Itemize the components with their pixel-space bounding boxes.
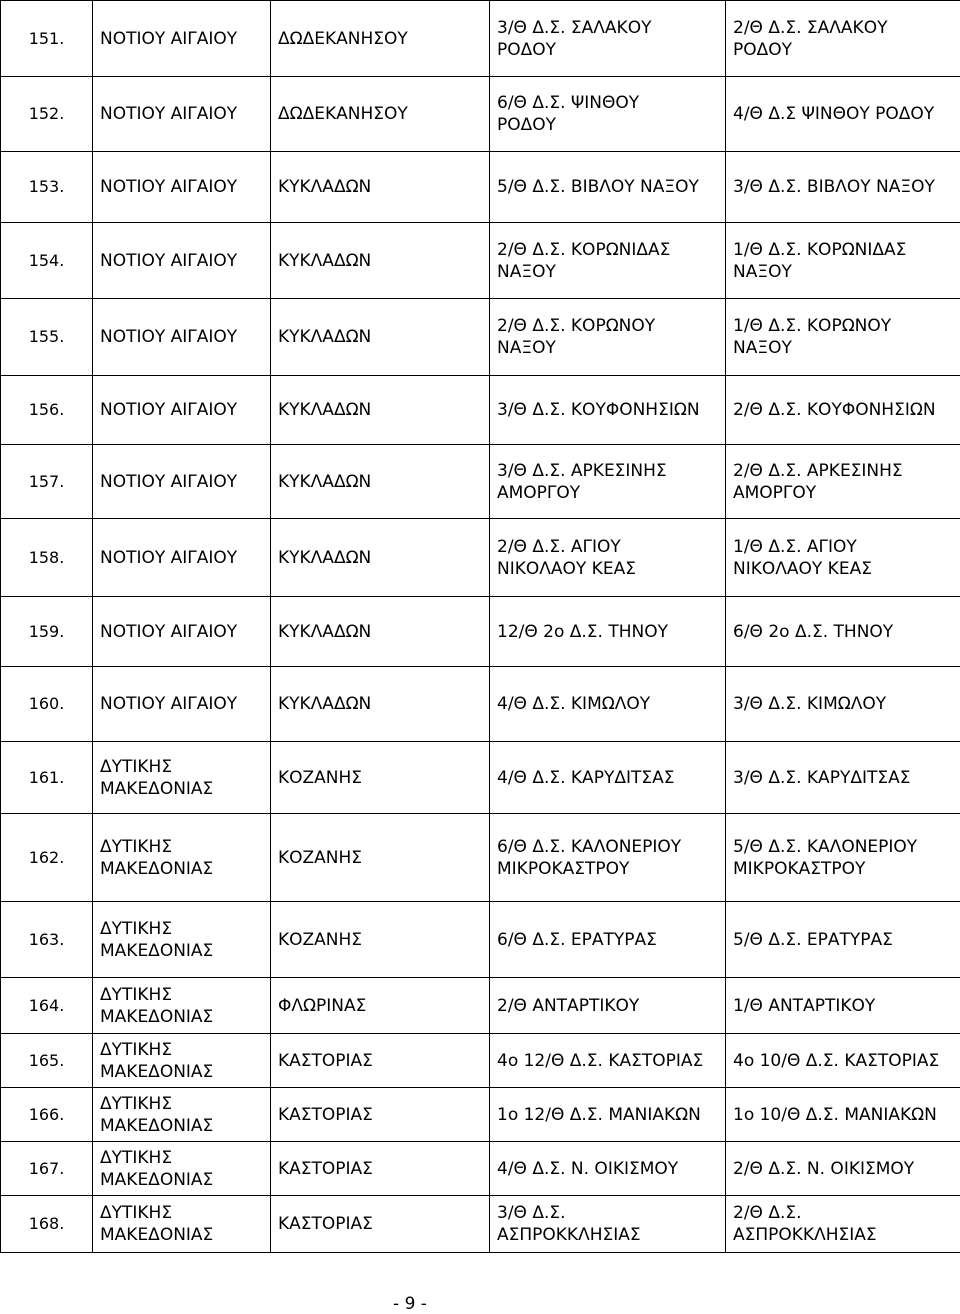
row-number: 152. <box>1 77 93 152</box>
region-cell: ΔΥΤΙΚΗΣ ΜΑΚΕΔΟΝΙΑΣ <box>93 1142 271 1196</box>
row-number: 158. <box>1 519 93 597</box>
school-to-cell: 3/Θ Δ.Σ. ΚΙΜΩΛΟΥ <box>726 667 960 742</box>
table-row <box>1 376 960 445</box>
table-row <box>1 1196 960 1253</box>
school-from-cell: 2/Θ Δ.Σ. ΑΓΙΟΥ ΝΙΚΟΛΑΟΥ ΚΕΑΣ <box>490 519 726 597</box>
school-to-cell: 5/Θ Δ.Σ. ΚΑΛΟΝΕΡΙΟΥ ΜΙΚΡΟΚΑΣΤΡΟΥ <box>726 814 960 902</box>
region-cell: ΝΟΤΙΟΥ ΑΙΓΑΙΟΥ <box>93 667 271 742</box>
prefecture-cell: ΚΥΚΛΑΔΩΝ <box>271 223 490 299</box>
school-to-cell: 1/Θ Δ.Σ. ΚΟΡΩΝΙΔΑΣ ΝΑΞΟΥ <box>726 223 960 299</box>
school-to-cell: 2/Θ Δ.Σ. ΑΡΚΕΣΙΝΗΣ ΑΜΟΡΓΟΥ <box>726 445 960 519</box>
row-number: 167. <box>1 1142 93 1196</box>
table-row <box>1 1088 960 1142</box>
table-row <box>1 597 960 667</box>
prefecture-cell: ΚΑΣΤΟΡΙΑΣ <box>271 1088 490 1142</box>
school-from-cell: 4/Θ Δ.Σ. ΚΑΡΥΔΙΤΣΑΣ <box>490 742 726 814</box>
prefecture-cell: ΚΥΚΛΑΔΩΝ <box>271 152 490 223</box>
table-row <box>1 152 960 223</box>
row-number: 151. <box>1 1 93 77</box>
prefecture-cell: ΔΩΔΕΚΑΝΗΣΟΥ <box>271 77 490 152</box>
prefecture-cell: ΚΑΣΤΟΡΙΑΣ <box>271 1196 490 1253</box>
row-number: 164. <box>1 978 93 1034</box>
school-from-cell: 2/Θ Δ.Σ. ΚΟΡΩΝΟΥ ΝΑΞΟΥ <box>490 299 726 376</box>
row-number: 155. <box>1 299 93 376</box>
row-number: 166. <box>1 1088 93 1142</box>
row-number: 168. <box>1 1196 93 1253</box>
prefecture-cell: ΚΥΚΛΑΔΩΝ <box>271 376 490 445</box>
school-to-cell: 2/Θ Δ.Σ. ΣΑΛΑΚΟΥ ΡΟΔΟΥ <box>726 1 960 77</box>
row-number: 161. <box>1 742 93 814</box>
row-number: 156. <box>1 376 93 445</box>
school-from-cell: 3/Θ Δ.Σ. ΣΑΛΑΚΟΥ ΡΟΔΟΥ <box>490 1 726 77</box>
prefecture-cell: ΚΥΚΛΑΔΩΝ <box>271 445 490 519</box>
region-cell: ΝΟΤΙΟΥ ΑΙΓΑΙΟΥ <box>93 1 271 77</box>
region-cell: ΝΟΤΙΟΥ ΑΙΓΑΙΟΥ <box>93 519 271 597</box>
table-row <box>1 1 960 77</box>
school-to-cell: 4ο 10/Θ Δ.Σ. ΚΑΣΤΟΡΙΑΣ <box>726 1034 960 1088</box>
school-from-cell: 2/Θ Δ.Σ. ΚΟΡΩΝΙΔΑΣ ΝΑΞΟΥ <box>490 223 726 299</box>
school-from-cell: 4ο 12/Θ Δ.Σ. ΚΑΣΤΟΡΙΑΣ <box>490 1034 726 1088</box>
table-row <box>1 902 960 978</box>
row-number: 160. <box>1 667 93 742</box>
school-to-cell: 1/Θ Δ.Σ. ΚΟΡΩΝΟΥ ΝΑΞΟΥ <box>726 299 960 376</box>
table-row <box>1 814 960 902</box>
school-from-cell: 12/Θ 2ο Δ.Σ. ΤΗΝΟΥ <box>490 597 726 667</box>
region-cell: ΔΥΤΙΚΗΣ ΜΑΚΕΔΟΝΙΑΣ <box>93 978 271 1034</box>
row-number: 159. <box>1 597 93 667</box>
table-row <box>1 77 960 152</box>
table-row <box>1 742 960 814</box>
region-cell: ΝΟΤΙΟΥ ΑΙΓΑΙΟΥ <box>93 299 271 376</box>
school-to-cell: 3/Θ Δ.Σ. ΚΑΡΥΔΙΤΣΑΣ <box>726 742 960 814</box>
prefecture-cell: ΚΟΖΑΝΗΣ <box>271 814 490 902</box>
region-cell: ΝΟΤΙΟΥ ΑΙΓΑΙΟΥ <box>93 376 271 445</box>
region-cell: ΝΟΤΙΟΥ ΑΙΓΑΙΟΥ <box>93 77 271 152</box>
region-cell: ΝΟΤΙΟΥ ΑΙΓΑΙΟΥ <box>93 445 271 519</box>
table-row <box>1 1034 960 1088</box>
region-cell: ΔΥΤΙΚΗΣ ΜΑΚΕΔΟΝΙΑΣ <box>93 742 271 814</box>
school-to-cell: 4/Θ Δ.Σ ΨΙΝΘΟΥ ΡΟΔΟΥ <box>726 77 960 152</box>
school-to-cell: 2/Θ Δ.Σ. ΚΟΥΦΟΝΗΣΙΩΝ <box>726 376 960 445</box>
region-cell: ΔΥΤΙΚΗΣ ΜΑΚΕΔΟΝΙΑΣ <box>93 1088 271 1142</box>
school-to-cell: 3/Θ Δ.Σ. ΒΙΒΛΟΥ ΝΑΞΟΥ <box>726 152 960 223</box>
row-number: 165. <box>1 1034 93 1088</box>
school-to-cell: 1/Θ ΑΝΤΑΡΤΙΚΟΥ <box>726 978 960 1034</box>
school-to-cell: 5/Θ Δ.Σ. ΕΡΑΤΥΡΑΣ <box>726 902 960 978</box>
row-number: 153. <box>1 152 93 223</box>
prefecture-cell: ΚΥΚΛΑΔΩΝ <box>271 597 490 667</box>
school-from-cell: 6/Θ Δ.Σ. ΚΑΛΟΝΕΡΙΟΥ ΜΙΚΡΟΚΑΣΤΡΟΥ <box>490 814 726 902</box>
prefecture-cell: ΚΑΣΤΟΡΙΑΣ <box>271 1142 490 1196</box>
prefecture-cell: ΚΥΚΛΑΔΩΝ <box>271 519 490 597</box>
school-to-cell: 6/Θ 2ο Δ.Σ. ΤΗΝΟΥ <box>726 597 960 667</box>
table-row <box>1 978 960 1034</box>
region-cell: ΔΥΤΙΚΗΣ ΜΑΚΕΔΟΝΙΑΣ <box>93 1034 271 1088</box>
region-cell: ΔΥΤΙΚΗΣ ΜΑΚΕΔΟΝΙΑΣ <box>93 902 271 978</box>
school-from-cell: 5/Θ Δ.Σ. ΒΙΒΛΟΥ ΝΑΞΟΥ <box>490 152 726 223</box>
prefecture-cell: ΚΥΚΛΑΔΩΝ <box>271 299 490 376</box>
prefecture-cell: ΚΟΖΑΝΗΣ <box>271 902 490 978</box>
table-row <box>1 519 960 597</box>
school-from-cell: 4/Θ Δ.Σ. Ν. ΟΙΚΙΣΜΟΥ <box>490 1142 726 1196</box>
school-from-cell: 2/Θ ΑΝΤΑΡΤΙΚΟΥ <box>490 978 726 1034</box>
region-cell: ΝΟΤΙΟΥ ΑΙΓΑΙΟΥ <box>93 223 271 299</box>
region-cell: ΝΟΤΙΟΥ ΑΙΓΑΙΟΥ <box>93 152 271 223</box>
table-row <box>1 667 960 742</box>
table-row <box>1 445 960 519</box>
table-row <box>1 1142 960 1196</box>
school-from-cell: 6/Θ Δ.Σ. ΕΡΑΤΥΡΑΣ <box>490 902 726 978</box>
prefecture-cell: ΚΥΚΛΑΔΩΝ <box>271 667 490 742</box>
school-to-cell: 1ο 10/Θ Δ.Σ. ΜΑΝΙΑΚΩΝ <box>726 1088 960 1142</box>
school-from-cell: 1ο 12/Θ Δ.Σ. ΜΑΝΙΑΚΩΝ <box>490 1088 726 1142</box>
school-to-cell: 2/Θ Δ.Σ. Ν. ΟΙΚΙΣΜΟΥ <box>726 1142 960 1196</box>
prefecture-cell: ΚΑΣΤΟΡΙΑΣ <box>271 1034 490 1088</box>
region-cell: ΔΥΤΙΚΗΣ ΜΑΚΕΔΟΝΙΑΣ <box>93 814 271 902</box>
region-cell: ΔΥΤΙΚΗΣ ΜΑΚΕΔΟΝΙΑΣ <box>93 1196 271 1253</box>
row-number: 163. <box>1 902 93 978</box>
prefecture-cell: ΦΛΩΡΙΝΑΣ <box>271 978 490 1034</box>
school-from-cell: 3/Θ Δ.Σ. ΑΣΠΡΟΚΚΛΗΣΙΑΣ <box>490 1196 726 1253</box>
school-from-cell: 4/Θ Δ.Σ. ΚΙΜΩΛΟΥ <box>490 667 726 742</box>
school-from-cell: 3/Θ Δ.Σ. ΑΡΚΕΣΙΝΗΣ ΑΜΟΡΓΟΥ <box>490 445 726 519</box>
row-number: 162. <box>1 814 93 902</box>
table-row <box>1 223 960 299</box>
school-to-cell: 1/Θ Δ.Σ. ΑΓΙΟΥ ΝΙΚΟΛΑΟΥ ΚΕΑΣ <box>726 519 960 597</box>
table-body <box>1 1 960 1253</box>
school-from-cell: 3/Θ Δ.Σ. ΚΟΥΦΟΝΗΣΙΩΝ <box>490 376 726 445</box>
school-to-cell: 2/Θ Δ.Σ. ΑΣΠΡΟΚΚΛΗΣΙΑΣ <box>726 1196 960 1253</box>
row-number: 154. <box>1 223 93 299</box>
school-from-cell: 6/Θ Δ.Σ. ΨΙΝΘΟΥ ΡΟΔΟΥ <box>490 77 726 152</box>
row-number: 157. <box>1 445 93 519</box>
region-cell: ΝΟΤΙΟΥ ΑΙΓΑΙΟΥ <box>93 597 271 667</box>
prefecture-cell: ΔΩΔΕΚΑΝΗΣΟΥ <box>271 1 490 77</box>
page-number: - 9 - <box>393 1294 427 1314</box>
table-row <box>1 299 960 376</box>
prefecture-cell: ΚΟΖΑΝΗΣ <box>271 742 490 814</box>
